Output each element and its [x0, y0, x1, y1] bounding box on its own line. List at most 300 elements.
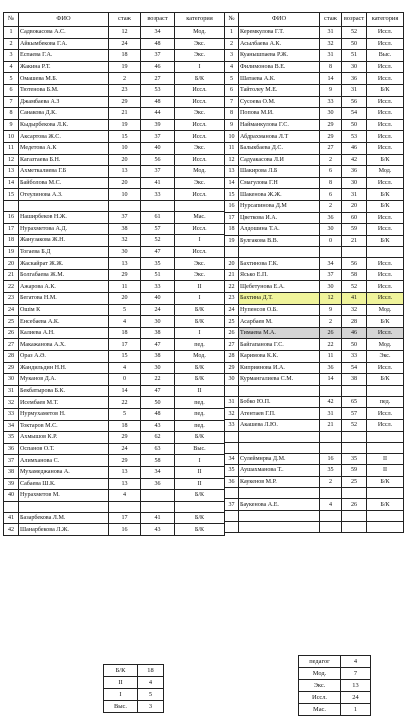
cell-number: 8	[4, 108, 19, 120]
summary-count: 7	[341, 668, 371, 680]
cell-experience: 20	[109, 293, 141, 305]
table-row	[4, 432, 225, 444]
cell-name: Аксартова Ж.С.	[19, 131, 109, 143]
cell-age: 35	[342, 453, 367, 465]
cell-experience: 0	[320, 235, 342, 247]
table-row	[4, 409, 225, 421]
cell-name	[19, 501, 109, 512]
cell-category: II	[175, 478, 225, 490]
cell-category: Иссл.	[367, 281, 404, 293]
cell-age: 52	[141, 235, 175, 247]
table-row	[225, 316, 404, 328]
cell-age: 62	[141, 432, 175, 444]
cell-age: 30	[141, 316, 175, 328]
cell-category: Б/К	[367, 200, 404, 212]
table-row	[4, 351, 225, 363]
cell-name: Нурмухаметов Н.	[19, 409, 109, 421]
cell-name: Алимханова С.	[19, 455, 109, 467]
cell-age: 47	[141, 339, 175, 351]
cell-category: Иссл.	[175, 96, 225, 108]
cell-name: Мухамеджанова А.	[19, 466, 109, 478]
cell-category: I	[175, 61, 225, 73]
table-row	[4, 512, 225, 524]
cell-experience: 11	[109, 281, 141, 293]
cell-category: Иссл.	[367, 420, 404, 432]
cell-age: 48	[141, 96, 175, 108]
table-row	[225, 420, 404, 432]
cell-category: Иссл.	[367, 362, 404, 374]
cell-category: Иссл.	[367, 177, 404, 189]
cell-age	[141, 490, 175, 502]
cell-name: Аушахманова Т..	[239, 465, 320, 477]
cell-name: Курмангалиева С.М.	[239, 374, 320, 386]
cell-name: Токтаров М.С.	[19, 420, 109, 432]
table-row	[4, 211, 225, 223]
cell-category	[367, 442, 404, 453]
table-row	[4, 200, 225, 211]
cell-name: Асарбаев М.	[239, 316, 320, 328]
cell-age: 51	[342, 50, 367, 62]
summary-count: 18	[138, 665, 164, 677]
summary-category: I	[104, 689, 138, 701]
category-summary-right	[298, 655, 371, 716]
cell-name: Бахтина Д.Т.	[239, 293, 320, 305]
cell-experience: 13	[109, 258, 141, 270]
cell-age: 38	[342, 374, 367, 386]
cell-category: пед.	[175, 339, 225, 351]
cell-experience: 11	[320, 351, 342, 363]
cell-name: Садуакасова Л.И	[239, 154, 320, 166]
table-row	[225, 108, 404, 120]
table-header	[4, 13, 225, 27]
cell-name: Болгабаева Ж.М.	[19, 269, 109, 281]
table-row	[4, 142, 225, 154]
cell-experience: 19	[109, 119, 141, 131]
cell-name: Исембаев М.Т.	[19, 397, 109, 409]
header-age: возраст	[342, 13, 367, 27]
cell-number: 15	[4, 189, 19, 201]
cell-number: 35	[4, 432, 19, 444]
cell-number: 19	[4, 246, 19, 258]
cell-name: Нурсапинова Д.М	[239, 200, 320, 212]
cell-age: 47	[141, 246, 175, 258]
cell-name: Шакенова Ж.Ж.	[239, 189, 320, 201]
cell-experience: 4	[109, 490, 141, 502]
cell-age: 30	[342, 177, 367, 189]
summary-category: Экс.	[299, 680, 341, 692]
table-row	[225, 119, 404, 131]
cell-experience: 20	[109, 154, 141, 166]
table-row	[225, 50, 404, 62]
cell-experience: 16	[109, 524, 141, 536]
cell-age: 52	[342, 281, 367, 293]
cell-experience: 18	[109, 420, 141, 432]
table-row	[225, 327, 404, 339]
cell-name: Бегатова Н.М.	[19, 293, 109, 305]
cell-age: 22	[141, 374, 175, 386]
cell-name: Керемкулова Г.Т.	[239, 27, 320, 39]
cell-name: Джамбаева А.З	[19, 96, 109, 108]
cell-name: Шанарбекова Л.Ж.	[19, 524, 109, 536]
table-row	[4, 293, 225, 305]
table-row	[4, 27, 225, 39]
cell-number: 18	[4, 235, 19, 247]
cell-age: 52	[342, 27, 367, 39]
cell-category: Иссл.	[367, 212, 404, 224]
cell-experience: 8	[320, 61, 342, 73]
cell-experience: 5	[109, 304, 141, 316]
cell-experience	[320, 385, 342, 396]
table-row	[4, 339, 225, 351]
cell-number: 6	[4, 84, 19, 96]
cell-category: I	[175, 455, 225, 467]
cell-category: Выс.	[175, 443, 225, 455]
cell-age	[141, 200, 175, 211]
table-row	[225, 247, 404, 258]
table-row	[4, 420, 225, 432]
cell-experience: 29	[109, 269, 141, 281]
cell-age: 38	[141, 351, 175, 363]
cell-experience: 12	[109, 27, 141, 39]
cell-number: 40	[4, 490, 19, 502]
cell-experience: 9	[320, 304, 342, 316]
summary-category: Мод.	[299, 668, 341, 680]
cell-number: 22	[225, 281, 239, 293]
cell-category: Мод.	[175, 27, 225, 39]
table-row	[225, 339, 404, 351]
cell-category: Мод.	[175, 351, 225, 363]
cell-number: 32	[4, 397, 19, 409]
table-row	[4, 154, 225, 166]
cell-experience: 13	[109, 166, 141, 178]
cell-number: 4	[4, 61, 19, 73]
cell-experience: 29	[320, 119, 342, 131]
table-row	[225, 442, 404, 453]
cell-name	[239, 385, 320, 396]
cell-name	[239, 431, 320, 442]
cell-age	[342, 521, 367, 532]
cell-category: Экс.	[175, 50, 225, 62]
cell-number: 22	[4, 281, 19, 293]
summary-row	[104, 701, 164, 713]
cell-experience: 10	[109, 142, 141, 154]
cell-experience: 5	[109, 409, 141, 421]
table-row	[4, 177, 225, 189]
cell-name: Оспанов О.Т.	[19, 443, 109, 455]
cell-number	[225, 442, 239, 453]
cell-category: Иссл.	[175, 131, 225, 143]
cell-category: Экс.	[175, 269, 225, 281]
header-experience: стаж	[109, 13, 141, 27]
cell-name: Отеулинова А.З.	[19, 189, 109, 201]
cell-number: 9	[4, 119, 19, 131]
table-row	[4, 269, 225, 281]
cell-experience: 36	[320, 212, 342, 224]
cell-age	[342, 442, 367, 453]
cell-age: 30	[141, 362, 175, 374]
cell-experience: 34	[320, 258, 342, 270]
cell-number: 18	[225, 224, 239, 236]
cell-category: Иссл.	[367, 408, 404, 420]
cell-age	[342, 431, 367, 442]
cell-age: 40	[141, 142, 175, 154]
header-category: категория	[367, 13, 404, 27]
cell-category: Иссл.	[367, 119, 404, 131]
table-row	[225, 362, 404, 374]
cell-experience: 29	[109, 96, 141, 108]
cell-experience: 4	[320, 499, 342, 511]
cell-name	[239, 442, 320, 453]
cell-name: Наширбеков Н.Ж.	[19, 211, 109, 223]
cell-experience: 29	[320, 131, 342, 143]
cell-number: 7	[225, 96, 239, 108]
cell-age: 36	[342, 73, 367, 85]
cell-age: 47	[141, 385, 175, 397]
cell-category: II	[175, 385, 225, 397]
cell-age	[342, 247, 367, 258]
cell-category: I	[175, 293, 225, 305]
cell-name: Киприянова И.А.	[239, 362, 320, 374]
cell-number: 11	[225, 142, 239, 154]
cell-age: 25	[342, 476, 367, 488]
cell-name: Цветкова И.А.	[239, 212, 320, 224]
cell-number: 28	[4, 351, 19, 363]
table-row	[225, 131, 404, 143]
table-row	[225, 61, 404, 73]
cell-name: Абдрахманова Л.Т	[239, 131, 320, 143]
cell-experience: 30	[320, 281, 342, 293]
cell-age: 53	[141, 84, 175, 96]
cell-category: Иссл.	[367, 73, 404, 85]
table-row	[4, 281, 225, 293]
cell-experience: 23	[109, 84, 141, 96]
cell-experience: 2	[320, 154, 342, 166]
cell-name: Бобко Ю.П.	[239, 396, 320, 408]
cell-number: 13	[225, 166, 239, 178]
cell-name: Куанышпаева Р.Ж.	[239, 50, 320, 62]
cell-category: Б/К	[175, 512, 225, 524]
cell-age: 56	[342, 96, 367, 108]
cell-age: 61	[141, 211, 175, 223]
cell-age: 24	[141, 304, 175, 316]
header-name: ФИО	[19, 13, 109, 27]
cell-category: Иссл.	[367, 327, 404, 339]
table-row	[225, 166, 404, 178]
cell-age: 54	[342, 108, 367, 120]
cell-category: Б/К	[175, 316, 225, 328]
cell-experience: 14	[320, 73, 342, 85]
cell-number: 3	[225, 50, 239, 62]
cell-number: 34	[225, 453, 239, 465]
table-row	[4, 316, 225, 328]
cell-age: 20	[342, 200, 367, 212]
cell-age: 41	[342, 293, 367, 305]
cell-experience	[320, 521, 342, 532]
cell-category	[367, 385, 404, 396]
cell-category: Б/К	[367, 154, 404, 166]
cell-category	[175, 200, 225, 211]
cell-number: 39	[4, 478, 19, 490]
staff-table-left	[3, 12, 225, 536]
cell-name: Балыкбаева Д.С.	[239, 142, 320, 154]
cell-number: 10	[225, 131, 239, 143]
cell-experience: 32	[320, 38, 342, 50]
cell-age: 43	[141, 524, 175, 536]
cell-age: 41	[141, 177, 175, 189]
cell-experience: 36	[320, 362, 342, 374]
cell-category: Иссл.	[175, 119, 225, 131]
cell-number	[225, 510, 239, 521]
summary-count: 4	[138, 677, 164, 689]
cell-age: 37	[141, 50, 175, 62]
table-row	[225, 142, 404, 154]
cell-name: Айкымбекова Г.А.	[19, 38, 109, 50]
table-row	[4, 166, 225, 178]
table-row	[4, 119, 225, 131]
cell-name: Омашева М.Б.	[19, 73, 109, 85]
table-row	[4, 61, 225, 73]
cell-age: 50	[342, 38, 367, 50]
cell-experience: 9	[320, 84, 342, 96]
table-row	[4, 73, 225, 85]
cell-experience: 8	[320, 177, 342, 189]
cell-category: Б/К	[175, 362, 225, 374]
cell-name	[239, 521, 320, 532]
table-row	[4, 258, 225, 270]
cell-category: Иссл.	[367, 224, 404, 236]
cell-category: Б/К	[175, 73, 225, 85]
table-row	[225, 396, 404, 408]
cell-age: 57	[141, 223, 175, 235]
cell-number: 1	[225, 27, 239, 39]
cell-experience: 26	[320, 327, 342, 339]
cell-experience	[109, 200, 141, 211]
cell-number: 17	[4, 223, 19, 235]
cell-name: Ахмышов К.Р.	[19, 432, 109, 444]
cell-number: 9	[225, 119, 239, 131]
cell-experience	[320, 442, 342, 453]
cell-category: Иссл.	[367, 258, 404, 270]
header-category: категория	[175, 13, 225, 27]
cell-experience: 4	[109, 316, 141, 328]
cell-category: Б/К	[175, 524, 225, 536]
cell-category: Б/К	[367, 374, 404, 386]
cell-age: 36	[342, 166, 367, 178]
table-header	[225, 13, 404, 27]
table-row	[4, 108, 225, 120]
cell-category: пед.	[175, 409, 225, 421]
table-row	[4, 96, 225, 108]
cell-category: Экс.	[175, 142, 225, 154]
cell-number: 25	[225, 316, 239, 328]
cell-number	[4, 200, 19, 211]
cell-number: 33	[225, 420, 239, 432]
cell-number: 17	[225, 212, 239, 224]
cell-number: 20	[4, 258, 19, 270]
cell-number: 13	[4, 166, 19, 178]
summary-count: 13	[341, 680, 371, 692]
header-number: №	[4, 13, 19, 27]
cell-age: 52	[342, 420, 367, 432]
cell-number	[225, 488, 239, 499]
cell-age	[342, 510, 367, 521]
cell-name: Муканов Д.А.	[19, 374, 109, 386]
summary-row	[299, 704, 371, 716]
cell-name: Сусоева О.М.	[239, 96, 320, 108]
cell-name: Каукенов М.Р.	[239, 476, 320, 488]
cell-age	[342, 385, 367, 396]
cell-number: 29	[4, 362, 19, 374]
summary-row	[104, 677, 164, 689]
table-row	[4, 84, 225, 96]
cell-age: 39	[141, 119, 175, 131]
cell-number: 4	[225, 61, 239, 73]
cell-age: 34	[141, 466, 175, 478]
cell-number: 5	[225, 73, 239, 85]
table-row	[225, 281, 404, 293]
cell-experience: 16	[320, 453, 342, 465]
table-row	[4, 246, 225, 258]
cell-name: Попова М.И.	[239, 108, 320, 120]
summary-row	[104, 665, 164, 677]
cell-experience: 13	[109, 466, 141, 478]
cell-number	[4, 501, 19, 512]
cell-category: II	[175, 466, 225, 478]
cell-name: Калиева А.Н.	[19, 327, 109, 339]
table-row	[225, 235, 404, 247]
cell-name: Акашева Л.Ю.	[239, 420, 320, 432]
cell-category: пед.	[175, 397, 225, 409]
cell-age: 28	[342, 316, 367, 328]
cell-name: Каримова К.К.	[239, 351, 320, 363]
cell-age: 65	[342, 396, 367, 408]
table-row	[4, 397, 225, 409]
cell-category: Иссл.	[367, 108, 404, 120]
cell-experience	[320, 247, 342, 258]
cell-age: 56	[342, 258, 367, 270]
cell-name: Енсебаева А.К.	[19, 316, 109, 328]
cell-experience: 37	[109, 211, 141, 223]
cell-age: 35	[141, 258, 175, 270]
table-row	[225, 453, 404, 465]
cell-category: Иссл.	[175, 189, 225, 201]
table-row	[4, 501, 225, 512]
cell-name: Найманкулова Г.С.	[239, 119, 320, 131]
cell-number: 25	[4, 316, 19, 328]
cell-experience: 10	[109, 189, 141, 201]
cell-category	[367, 521, 404, 532]
cell-experience: 33	[320, 96, 342, 108]
cell-category: Б/К	[367, 316, 404, 328]
cell-name: Алдошина Т.А.	[239, 224, 320, 236]
cell-category	[367, 488, 404, 499]
table-row	[225, 269, 404, 281]
cell-age: 46	[342, 327, 367, 339]
table-row	[225, 510, 404, 521]
table-row	[225, 488, 404, 499]
cell-number: 26	[225, 327, 239, 339]
cell-category	[367, 247, 404, 258]
cell-category: Иссл.	[367, 131, 404, 143]
cell-experience: 31	[320, 27, 342, 39]
cell-category: Б/К	[175, 490, 225, 502]
cell-category: Мас.	[175, 211, 225, 223]
cell-name: Ошім К	[19, 304, 109, 316]
summary-row	[299, 680, 371, 692]
cell-name: Ахметкалиева Г.Б	[19, 166, 109, 178]
cell-category: Иссл.	[175, 246, 225, 258]
cell-age: 54	[342, 362, 367, 374]
